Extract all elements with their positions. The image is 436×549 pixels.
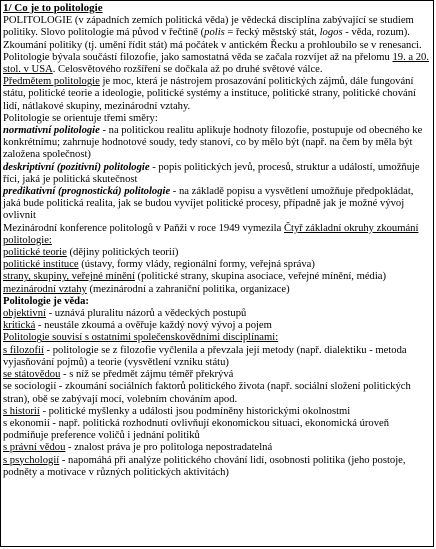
related-term: s historií bbox=[3, 405, 40, 417]
term-politologie: POLITOLOGIE bbox=[3, 15, 73, 27]
related-text: - s níž se předmět zájmu téměř překrývá bbox=[60, 369, 234, 381]
quality-item bbox=[3, 320, 431, 332]
history-text-1: Zkoumání politiky (tj. umění řídit stát) má počátek v antickém Řecku a prohloubilo se v renesanci. Politologie bývala součástí filozofie, jako samostatná věda se začala rozvíjet až na přelomu bbox=[3, 39, 422, 63]
area-text: (politické strany, skupina asociace, veřejné mínění, média) bbox=[134, 271, 387, 283]
direction-text: - popis politických jevů, procesů, struktur a událostí, umožňuje říci, jaká je politická skutečnost bbox=[3, 161, 420, 185]
page-title bbox=[3, 2, 431, 15]
related-text: - politologie se z filozofie vyčlenila a převzala její metody (např. dialektiku - metoda vyjasňování pojmů) a teorie (vysvětlení vzniku státu) bbox=[3, 344, 407, 368]
related-item bbox=[3, 381, 431, 405]
area-item bbox=[3, 247, 431, 259]
word-polis: polis bbox=[204, 27, 225, 39]
related-term: s psychologií bbox=[3, 454, 60, 466]
direction-term: predikativní (prognostická) politologie bbox=[3, 186, 171, 198]
word-logos: logos bbox=[319, 27, 343, 39]
direction-item bbox=[3, 125, 431, 162]
definition-paragraph bbox=[3, 15, 431, 39]
conference-paragraph bbox=[3, 223, 431, 247]
subject-underlined: Předmětem politologie bbox=[3, 76, 100, 88]
def-text-1: (v západních zemích politická věda) je vědecká disciplína zabývající se studiem politiky. Slovo politologie má původ v řečtině ( bbox=[3, 15, 414, 39]
def-text-3: - věda, rozum). bbox=[342, 27, 410, 39]
area-item bbox=[3, 259, 431, 271]
related-text: - napomáhá při analýze politického chování lidí, osobnosti politika (jeho postoje, podněty a motivace v různých politických aktivitách) bbox=[3, 454, 406, 478]
science-heading: Politologie je věda: bbox=[3, 295, 89, 307]
direction-text: - na základě popisu a vysvětlení umožňuje předpokládat, jaká bude politická realita, jak se budou vyvíjet politické procesy, případně jak je možné vývoj ovlivnit bbox=[3, 186, 414, 222]
def-text-2: = řecký městský stát, bbox=[224, 27, 320, 39]
area-term: mezinárodní vztahy bbox=[3, 283, 87, 295]
direction-term: deskriptivní (pozitivní) politologie bbox=[3, 161, 150, 173]
related-text: s ekonomií - např. politická rozhodnutí ovlivňují ekonomickou situaci, ekonomická úroveň podmiňuje preference voličů i jednání politiků bbox=[3, 417, 390, 442]
heading-text: 1/ Co je to politologie bbox=[3, 2, 103, 14]
related-text: se sociologií - zkoumání sociálních faktorů politického života (např. sociální složení politických stran), obě se zabývají mocí, volebním chováním apod. bbox=[3, 381, 411, 405]
area-item bbox=[3, 284, 431, 296]
history-text-2: . Celosvětového rozšíření se dočkala až po druhé světové válce. bbox=[52, 64, 323, 76]
related-item bbox=[3, 406, 431, 418]
area-item bbox=[3, 271, 431, 283]
direction-term: normativní politologie bbox=[3, 125, 100, 137]
quality-item bbox=[3, 308, 431, 320]
directions-intro: Politologie se orientuje třemi směry: bbox=[3, 112, 158, 124]
related-item bbox=[3, 455, 431, 479]
related-term: s právní vědou bbox=[3, 442, 66, 454]
related-item bbox=[3, 418, 431, 442]
direction-item bbox=[3, 162, 431, 186]
direction-text: - na politickou realitu aplikuje hodnoty filozofie, postupuje od obecného ke konkrétnímu; zahrnuje hodnotové soudy, tedy stanoví, co by mělo být (např. na čem by měla být založena společnost) bbox=[3, 125, 423, 161]
related-text: - politické myšlenky a události jsou podmíněny historickými okolnostmi bbox=[39, 405, 351, 417]
history-underlined: 19. a 20. stol. v USA bbox=[3, 51, 429, 76]
related-item bbox=[3, 345, 431, 369]
related-item bbox=[3, 442, 431, 454]
area-term: politické instituce bbox=[3, 259, 79, 271]
related-text: - znalost práva je pro politologa nepostradatelná bbox=[65, 442, 273, 454]
area-text: (mezinárodní a zahraniční politika, organizace) bbox=[86, 283, 290, 295]
area-term: politické teorie bbox=[3, 247, 67, 259]
area-text: (dějiny politických teorií) bbox=[66, 247, 179, 259]
quality-term: objektivní bbox=[3, 308, 46, 320]
related-intro: Politologie souvisí s ostatními společenskovědními disciplínami: bbox=[3, 332, 279, 344]
subject-text: je moc, která je nástrojem prosazování politických zájmů, dále fungování státu, politické teorie a ideologie, politické systémy a instituce, politické strany, politické chování lidí, nátlakové skupiny, mezinárodní vztahy. bbox=[3, 76, 416, 112]
quality-term: kritická bbox=[3, 320, 36, 332]
related-term: se státovědou bbox=[3, 369, 61, 381]
quality-text: - neustále zkoumá a ověřuje každý nový vývoj a pojem bbox=[35, 320, 272, 332]
conference-text: Mezinárodní konference politologů v Paňži v roce 1949 vymezila bbox=[3, 222, 284, 234]
quality-text: - uznává pluralitu názorů a vědeckých postupů bbox=[45, 308, 247, 320]
direction-item bbox=[3, 186, 431, 223]
history-paragraph bbox=[3, 40, 431, 77]
subject-paragraph bbox=[3, 76, 431, 113]
area-term: strany, skupiny, veřejné mínění bbox=[3, 271, 135, 283]
area-text: (ústavy, formy vlády, regionální formy, veřejná správa) bbox=[78, 259, 315, 271]
conference-underlined: Čtyř základní okruhy zkoumání politologie: bbox=[3, 222, 419, 246]
related-item bbox=[3, 369, 431, 381]
related-term: s filozofií bbox=[3, 344, 44, 356]
